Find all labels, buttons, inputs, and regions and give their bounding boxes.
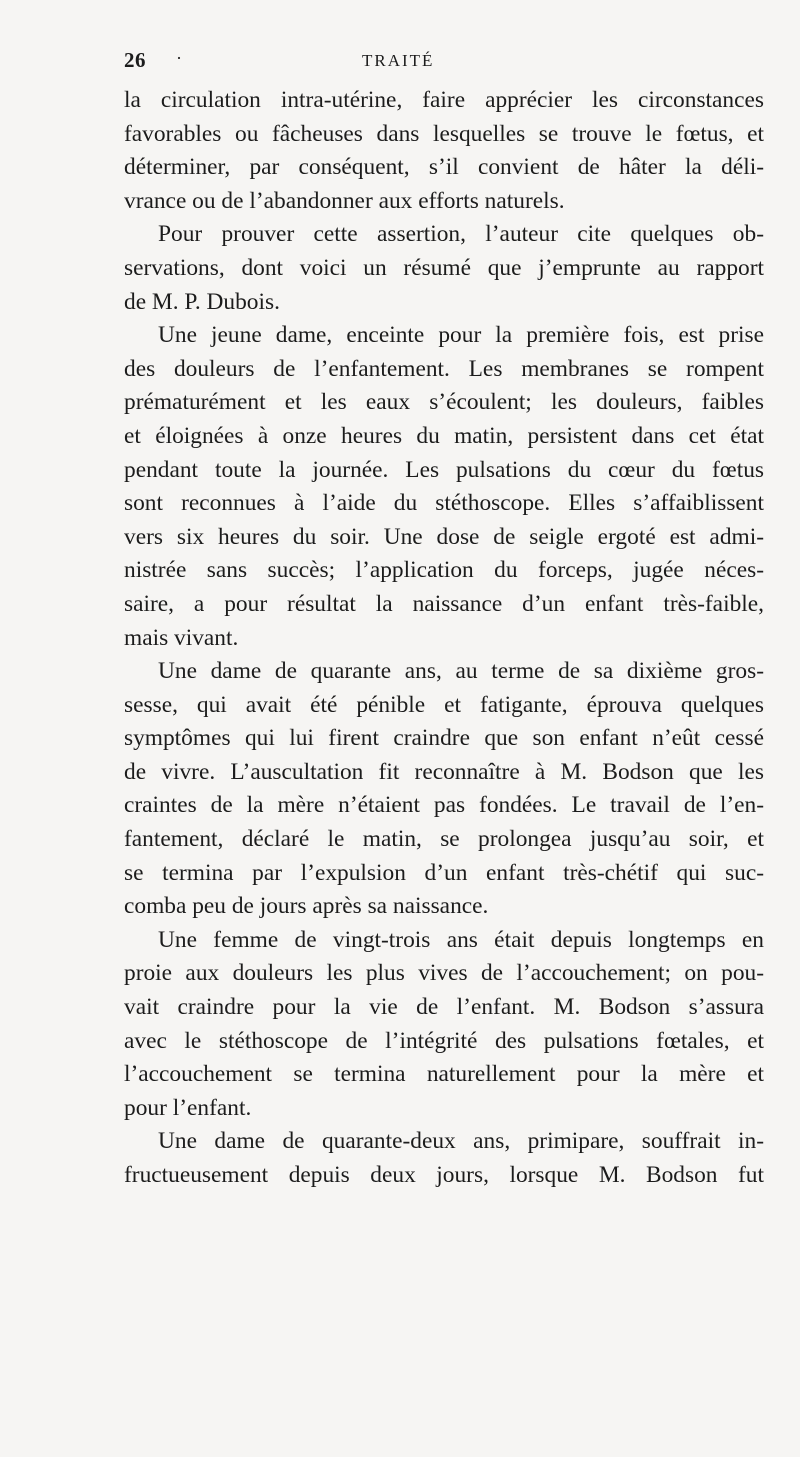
text-line: comba peu de jours après sa naissance. <box>124 893 489 920</box>
paragraph-6 <box>124 1125 764 1192</box>
text-line: saire, a pour résultat la naissance d’un enfant très-faible, <box>124 590 764 617</box>
text-line: Une femme de vingt-trois ans était depuis longtemps en <box>158 926 764 953</box>
header-separator: · <box>176 48 182 68</box>
paragraph-2 <box>124 218 764 319</box>
text-line: sont reconnues à l’aide du stéthoscope. Elles s’affaiblissent <box>124 490 764 517</box>
paragraph-3 <box>124 319 764 655</box>
text-line: favorables ou fâcheuses dans lesquelles se trouve le fœtus, et <box>124 120 764 147</box>
text-line: sesse, qui avait été pénible et fatigante, éprouva quelques <box>124 691 764 718</box>
text-line: prématurément et les eaux s’écoulent; les douleurs, faibles <box>124 389 764 416</box>
text-line: Une dame de quarante-deux ans, primipare, souffrait in- <box>158 1128 764 1155</box>
text-line: fructueusement depuis deux jours, lorsque M. Bodson fut <box>124 1162 764 1188</box>
body-text <box>124 84 764 1193</box>
text-line: proie aux douleurs les plus vives de l’accouchement; on pou- <box>124 960 764 987</box>
text-line: nistrée sans succès; l’application du forceps, jugée néces- <box>124 557 764 584</box>
text-line: l’accouchement se termina naturellement pour la mère et <box>124 1061 764 1088</box>
text-line: symptômes qui lui firent craindre que son enfant n’eût cessé <box>124 725 764 752</box>
text-line: de M. P. Dubois. <box>124 288 280 315</box>
text-line: vrance ou de l’abandonner aux efforts naturels. <box>124 187 565 214</box>
text-line: des douleurs de l’enfantement. Les membranes se rompent <box>124 355 764 382</box>
text-line: Une jeune dame, enceinte pour la première fois, est prise <box>158 322 764 349</box>
text-line: déterminer, par conséquent, s’il convient de hâter la déli- <box>124 154 764 181</box>
text-line: servations, dont voici un résumé que j’emprunte au rapport <box>124 254 764 281</box>
paragraph-4 <box>124 655 764 924</box>
text-line: mais vivant. <box>124 624 239 651</box>
text-line: Pour prouver cette assertion, l’auteur cite quelques ob- <box>158 221 764 248</box>
text-line: vait craindre pour la vie de l’enfant. M. Bodson s’assura <box>124 994 764 1021</box>
text-line: vers six heures du soir. Une dose de seigle ergoté est admi- <box>124 523 764 550</box>
text-line: pour l’enfant. <box>124 1094 252 1121</box>
paragraph-1 <box>124 84 764 218</box>
text-line: avec le stéthoscope de l’intégrité des pulsations fœtales, et <box>124 1027 764 1054</box>
text-line: fantement, déclaré le matin, se prolongea jusqu’au soir, et <box>124 826 764 853</box>
text-line: et éloignées à onze heures du matin, persistent dans cet état <box>124 422 764 449</box>
text-line: la circulation intra-utérine, faire apprécier les circonstances <box>124 87 764 113</box>
text-line: pendant toute la journée. Les pulsations du cœur du fœtus <box>124 456 764 483</box>
text-line: craintes de la mère n’étaient pas fondées. Le travail de l’en- <box>124 792 764 819</box>
text-line: se termina par l’expulsion d’un enfant très-chétif qui suc- <box>124 859 764 886</box>
running-head <box>124 48 764 78</box>
running-title: TRAITÉ <box>362 51 435 70</box>
text-line: Une dame de quarante ans, au terme de sa dixième gros- <box>158 658 764 685</box>
text-line: de vivre. L’auscultation fit reconnaître à M. Bodson que les <box>124 758 764 785</box>
paragraph-5 <box>124 924 764 1126</box>
page-number: 26 <box>124 48 146 72</box>
